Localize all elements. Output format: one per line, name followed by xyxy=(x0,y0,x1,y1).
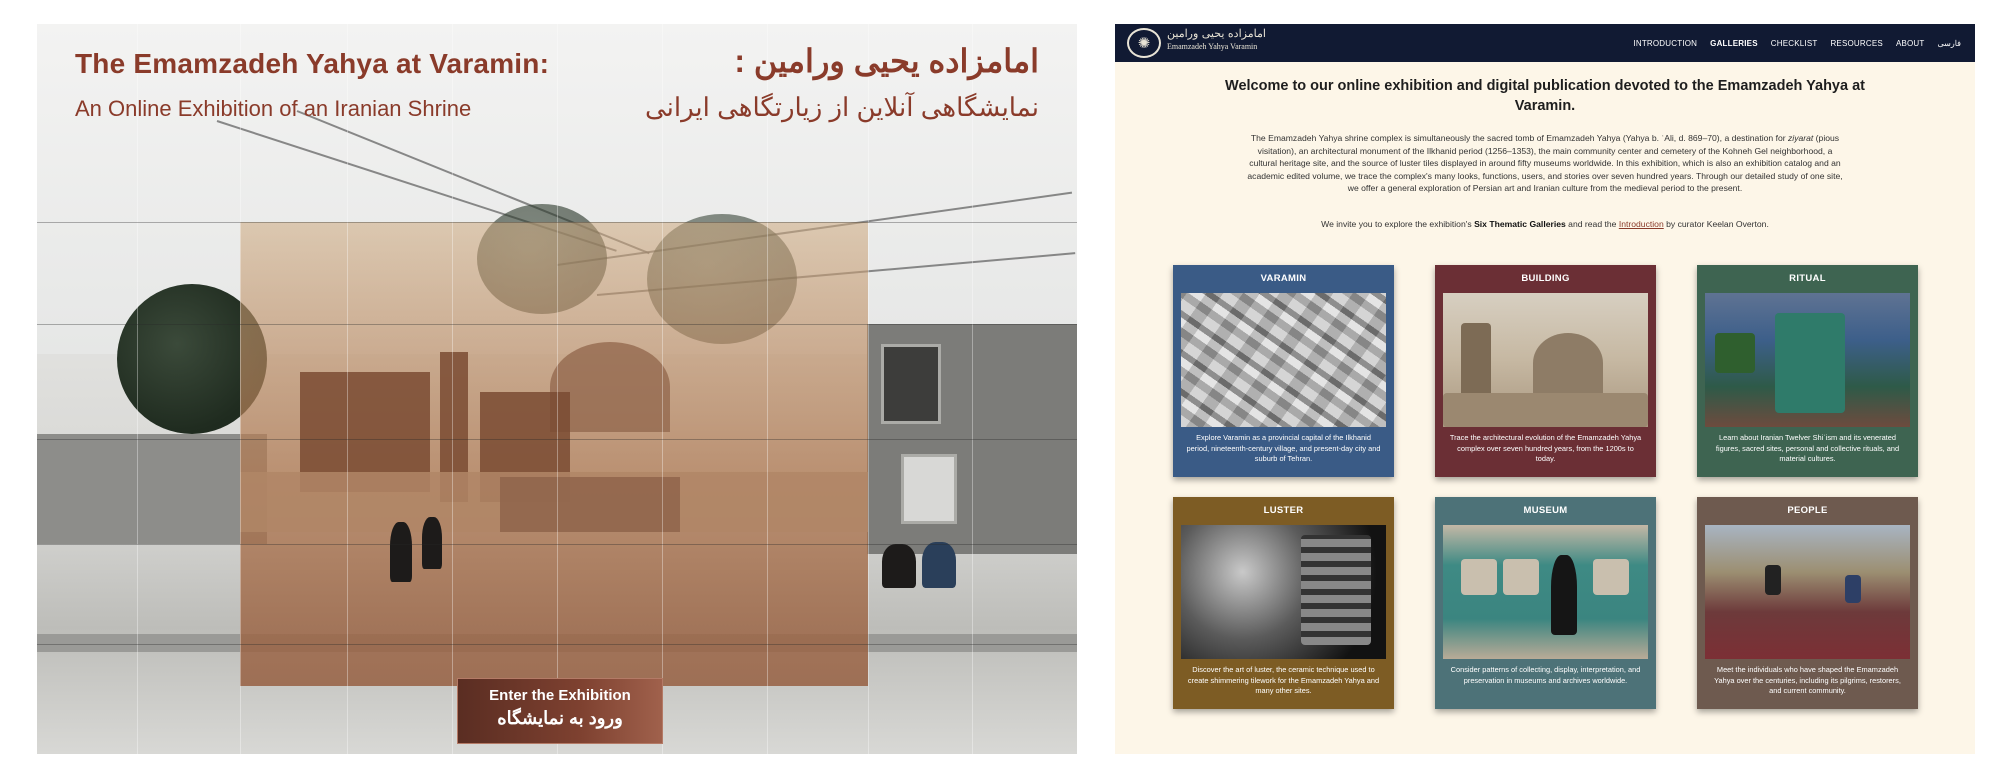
aerial-photo-image xyxy=(1181,293,1386,427)
gallery-card-people[interactable] xyxy=(1697,497,1918,709)
enter-button-label-en: Enter the Exhibition xyxy=(489,687,631,704)
shrine-interior-image xyxy=(1705,293,1910,427)
landing-hero xyxy=(37,24,1077,754)
nav-introduction[interactable]: INTRODUCTION xyxy=(1633,38,1698,48)
house-door xyxy=(901,454,957,524)
photo-pilgrim xyxy=(1765,565,1781,595)
gallery-card-museum[interactable] xyxy=(1435,497,1656,709)
photo-visitor-silhouette xyxy=(1551,555,1577,635)
galleries-page xyxy=(1115,24,1975,754)
card-title: MUSEUM xyxy=(1523,505,1568,516)
photo-ground xyxy=(1443,393,1648,427)
veiled-figure xyxy=(390,522,412,582)
shrine-logo-icon[interactable]: ✺ xyxy=(1127,28,1161,58)
invite-text: and read the xyxy=(1565,219,1619,229)
logo-text-fa: امامزاده یحیی ورامین xyxy=(1167,27,1266,40)
photo-zarih xyxy=(1775,313,1845,413)
intro-text: The Emamzadeh Yahya shrine complex is simultaneously the sacred tomb of Emamzadeh Yahya (Yahya b. ʿAli, d. 869–70), a destination for xyxy=(1250,133,1788,143)
photo-banner xyxy=(1715,333,1755,373)
nav-resources[interactable]: RESOURCES xyxy=(1830,38,1883,48)
invite-text: by curator Keelan Overton. xyxy=(1663,219,1769,229)
museum-display-image xyxy=(1443,525,1648,659)
card-description: Explore Varamin as a provincial capital of the Ilkhanid period, nineteenth-century village, and present-day city and suburb of Tehran. xyxy=(1186,433,1381,464)
nav-checklist[interactable]: CHECKLIST xyxy=(1770,38,1818,48)
gallery-card-ritual[interactable] xyxy=(1697,265,1918,477)
nav-galleries[interactable]: GALLERIES xyxy=(1710,38,1758,48)
introduction-link[interactable]: Introduction xyxy=(1618,219,1664,229)
photo-tower xyxy=(1461,323,1491,403)
photo-dome xyxy=(1533,333,1603,393)
luster-tile-image xyxy=(1181,525,1386,659)
hero-subtitle-fa: نمایشگاهی آنلاین از زیارتگاهی ایرانی xyxy=(644,92,1039,122)
gallery-card-varamin[interactable] xyxy=(1173,265,1394,477)
photo-tile xyxy=(1461,559,1497,595)
welcome-heading: Welcome to our online exhibition and digital publication devoted to the Emamzadeh Yahya at Varamin. xyxy=(1225,78,1865,114)
logo-text-en: Emamzadeh Yahya Varamin xyxy=(1167,42,1258,51)
seated-figure xyxy=(922,542,956,588)
card-description: Learn about Iranian Twelver Shiʿism and its venerated figures, sacred sites, personal and collective rituals, and material cultures. xyxy=(1715,433,1900,464)
pilgrims-courtyard-image xyxy=(1705,525,1910,659)
mud-mound xyxy=(500,477,680,532)
veiled-figure xyxy=(422,517,442,569)
enter-button-label-fa: ورود به نمایشگاه xyxy=(497,708,623,728)
enter-exhibition-button[interactable] xyxy=(457,678,663,744)
gallery-card-luster[interactable] xyxy=(1173,497,1394,709)
card-title: BUILDING xyxy=(1521,273,1570,284)
seated-figure xyxy=(882,544,916,588)
card-description: Consider patterns of collecting, display, interpretation, and preservation in museums and archives worldwide. xyxy=(1450,665,1641,685)
intro-ziyarat-term: ziyarat xyxy=(1787,133,1814,143)
hero-subtitle-en: An Online Exhibition of an Iranian Shrine xyxy=(75,96,472,121)
invite-galleries-emphasis: Six Thematic Galleries xyxy=(1474,219,1566,229)
photo-pilgrim xyxy=(1845,575,1861,603)
photo-tilework xyxy=(1301,535,1371,645)
hero-title-fa: امامزاده یحیی ورامین : xyxy=(734,43,1039,79)
ruins-photo-image xyxy=(1443,293,1648,427)
photo-tile xyxy=(1503,559,1539,595)
hero-title-en: The Emamzadeh Yahya at Varamin: xyxy=(75,48,550,79)
gallery-card-building[interactable] xyxy=(1435,265,1656,477)
photo-tile xyxy=(1593,559,1629,595)
site-logo-text[interactable] xyxy=(1167,27,1266,51)
nav-about[interactable]: ABOUT xyxy=(1895,38,1925,48)
intro-paragraph xyxy=(1245,132,1845,195)
card-title: PEOPLE xyxy=(1787,505,1828,516)
invite-text: We invite you to explore the exhibition's xyxy=(1321,219,1475,229)
house-window xyxy=(881,344,941,424)
street-wall xyxy=(37,434,267,544)
historic-photo-overlay xyxy=(240,222,868,686)
card-description: Trace the architectural evolution of the Emamzadeh Yahya complex over seven hundred years, from the 1200s to today. xyxy=(1449,433,1642,464)
card-title: RITUAL xyxy=(1789,273,1826,284)
invite-paragraph xyxy=(1245,219,1845,229)
top-navbar xyxy=(1115,24,1975,62)
card-description: Discover the art of luster, the ceramic technique used to create shimmering tilework for the Emamzadeh Yahya and many other sites. xyxy=(1187,665,1380,696)
nav-farsi[interactable]: فارسی xyxy=(1937,38,1961,48)
card-description: Meet the individuals who have shaped the Emamzadeh Yahya over the centuries, including its pilgrims, restorers, and current community. xyxy=(1714,665,1901,696)
card-title: VARAMIN xyxy=(1260,273,1307,284)
card-title: LUSTER xyxy=(1263,505,1304,516)
intro-text: (pious visitation), an architectural monument of the Ilkhanid period (1256–1353), the main community center and cemetery of the Kohneh Gel neighborhood, a cultural heritage site, and the source of luster tiles displayed in around fifty museums worldwide. In this exhibition, which is also an exhibition catalog and an academic edited volume, we trace the complex's many looks, functions, users, and stories over seven hundred years. Through our detailed study of one site, we offer a general exploration of Persian art and Iranian culture from the medieval period to the present. xyxy=(1247,133,1843,194)
nav-menu xyxy=(1633,24,1961,62)
